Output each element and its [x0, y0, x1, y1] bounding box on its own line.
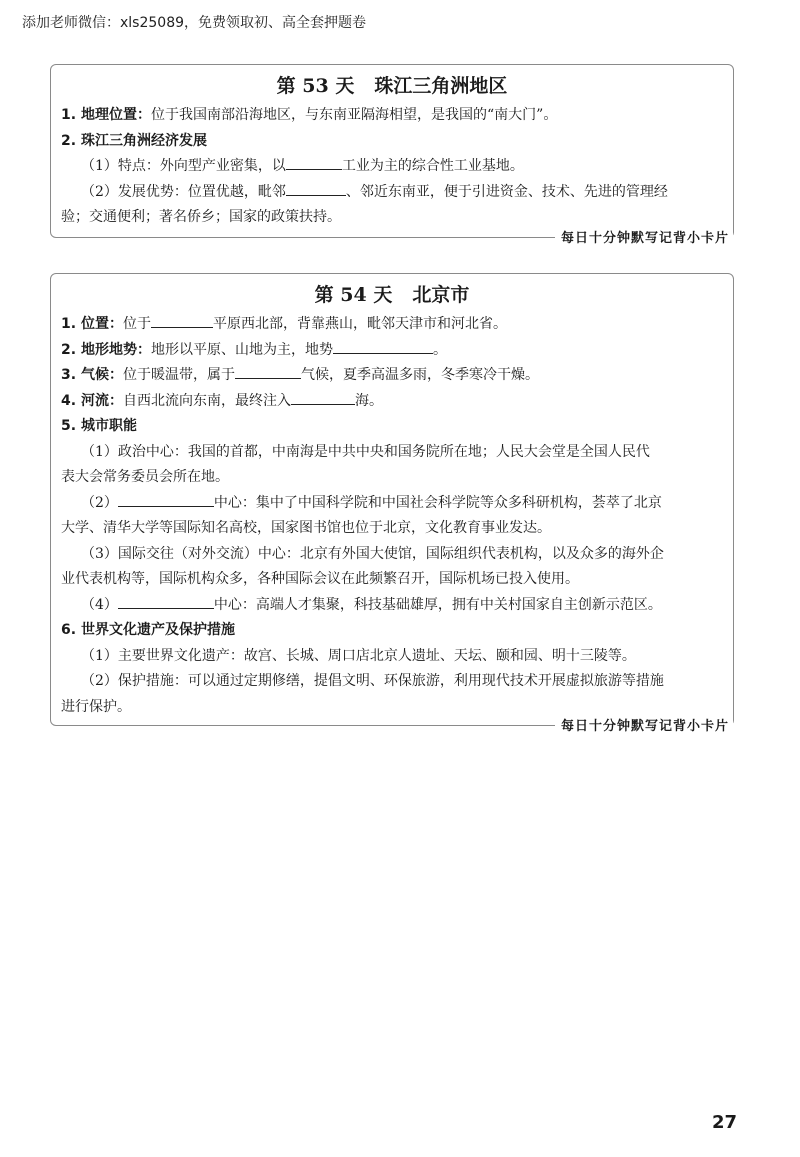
card-title-day: 第 53 天 — [276, 75, 355, 97]
sub-item-text: 中心：集中了中国科学院和中国社会科学院等众多科研机构，荟萃了北京 — [213, 494, 662, 511]
item-geo-location — [61, 103, 723, 129]
card-title-day: 第 54 天 — [314, 284, 393, 306]
watermark-text: 添加老师微信：xls25089，免费领取初、高全套押题卷 — [22, 15, 367, 31]
item-heading: 河流： — [81, 392, 123, 409]
item-terrain — [61, 338, 723, 364]
sub-item-text: （1）主要世界文化遗产：故宫、长城、周口店北京人遗址、天坛、颐和园、明十三陵等。 — [81, 647, 636, 664]
sub-item-features — [61, 154, 723, 180]
item-text: 。 — [433, 341, 447, 358]
item-text: 位于暖温带，属于 — [123, 367, 235, 383]
sub-item-text: 、邻近东南亚，便于引进资金、技术、先进的管理经 — [345, 183, 668, 200]
fill-blank[interactable] — [118, 594, 214, 609]
item-economy — [61, 129, 723, 155]
fill-blank[interactable] — [118, 492, 214, 507]
card-footer-label: 每日十分钟默写记背小卡片 — [555, 715, 733, 734]
sub-item-text: （2）保护措施：可以通过定期修缮，提倡文明、环保旅游，利用现代技术开展虚拟旅游等措施 — [81, 673, 664, 689]
sub-item-international — [61, 542, 723, 568]
item-number: 5. — [61, 418, 77, 434]
item-heading: 珠江三角洲经济发展 — [81, 132, 207, 149]
card-title — [61, 73, 723, 99]
item-number: 2. — [61, 132, 77, 149]
sub-item-text: （2） — [81, 494, 118, 511]
sub-item-text: （1）特点：外向型产业密集，以 — [81, 158, 286, 174]
item-number: 1. — [61, 107, 77, 123]
item-climate — [61, 363, 723, 389]
sub-item-text: （3）国际交往（对外交流）中心：北京有外国大使馆，国际组织代表机构，以及众多的海外企 — [81, 545, 664, 562]
sub-item-text: 进行保护。 — [61, 698, 131, 715]
item-text: 位于我国南部沿海地区，与东南亚隔海相望，是我国的“南大门”。 — [151, 107, 558, 123]
sub-item-innovation — [61, 593, 723, 619]
item-text: 位于 — [123, 316, 151, 332]
sub-item-text: （2）发展优势：位置优越，毗邻 — [81, 183, 286, 200]
sub-item-text: 验；交通便利；著名侨乡；国家的政策扶持。 — [61, 209, 341, 225]
card-day-53 — [50, 64, 734, 246]
card-day-54 — [50, 273, 734, 734]
item-river — [61, 389, 723, 415]
item-heritage — [61, 618, 723, 644]
item-number: 4. — [61, 392, 77, 409]
item-text: 气候，夏季高温多雨，冬季寒冷干燥。 — [301, 367, 539, 383]
sub-item-political — [61, 440, 723, 466]
fill-blank[interactable] — [333, 339, 433, 354]
item-number: 6. — [61, 622, 77, 638]
fill-blank[interactable] — [151, 313, 213, 328]
fill-blank[interactable] — [286, 181, 346, 196]
item-text: 海。 — [355, 392, 383, 409]
sub-item-heritage-sites — [61, 644, 723, 670]
fill-blank[interactable] — [291, 390, 355, 405]
sub-item-political-cont — [61, 465, 723, 491]
sub-item-text: （1）政治中心：我国的首都，中南海是中共中央和国务院所在地；人民大会堂是全国人民代 — [81, 443, 650, 460]
sub-item-culture-cont — [61, 516, 723, 542]
card-title-topic: 珠江三角洲地区 — [374, 75, 508, 97]
item-text: 地形以平原、山地为主，地势 — [151, 341, 333, 358]
sub-item-culture — [61, 491, 723, 517]
fill-blank[interactable] — [235, 364, 301, 379]
item-heading: 位置： — [81, 316, 123, 332]
item-heading: 气候： — [81, 367, 123, 383]
card-title — [61, 282, 723, 308]
sub-item-text: 业代表机构等，国际机构众多，各种国际会议在此频繁召开，国际机场已投入使用。 — [61, 571, 579, 587]
item-heading: 地形地势： — [81, 341, 151, 358]
sub-item-text: 工业为主的综合性工业基地。 — [341, 158, 524, 174]
item-location — [61, 312, 723, 338]
sub-item-advantages — [61, 180, 723, 206]
page-number: 27 — [712, 1112, 738, 1133]
item-heading: 城市职能 — [81, 418, 137, 434]
card-footer-label: 每日十分钟默写记背小卡片 — [555, 227, 733, 246]
sub-item-protection — [61, 669, 723, 695]
sub-item-text: 大学、清华大学等国际知名高校，国家图书馆也位于北京，文化教育事业发达。 — [61, 520, 551, 536]
sub-item-text: 表大会常务委员会所在地。 — [61, 469, 229, 485]
sub-item-text: （4） — [81, 596, 118, 613]
card-title-topic: 北京市 — [412, 284, 470, 306]
item-city-functions — [61, 414, 723, 440]
fill-blank[interactable] — [286, 155, 342, 170]
item-text: 平原西北部，背靠燕山，毗邻天津市和河北省。 — [213, 316, 507, 332]
item-number: 1. — [61, 316, 77, 332]
item-number: 3. — [61, 367, 77, 383]
sub-item-text: 中心：高端人才集聚，科技基础雄厚，拥有中关村国家自主创新示范区。 — [213, 596, 662, 613]
sub-item-international-cont — [61, 567, 723, 593]
item-heading: 地理位置： — [81, 107, 151, 123]
item-heading: 世界文化遗产及保护措施 — [81, 622, 235, 638]
item-text: 自西北流向东南，最终注入 — [123, 392, 291, 409]
item-number: 2. — [61, 341, 77, 358]
